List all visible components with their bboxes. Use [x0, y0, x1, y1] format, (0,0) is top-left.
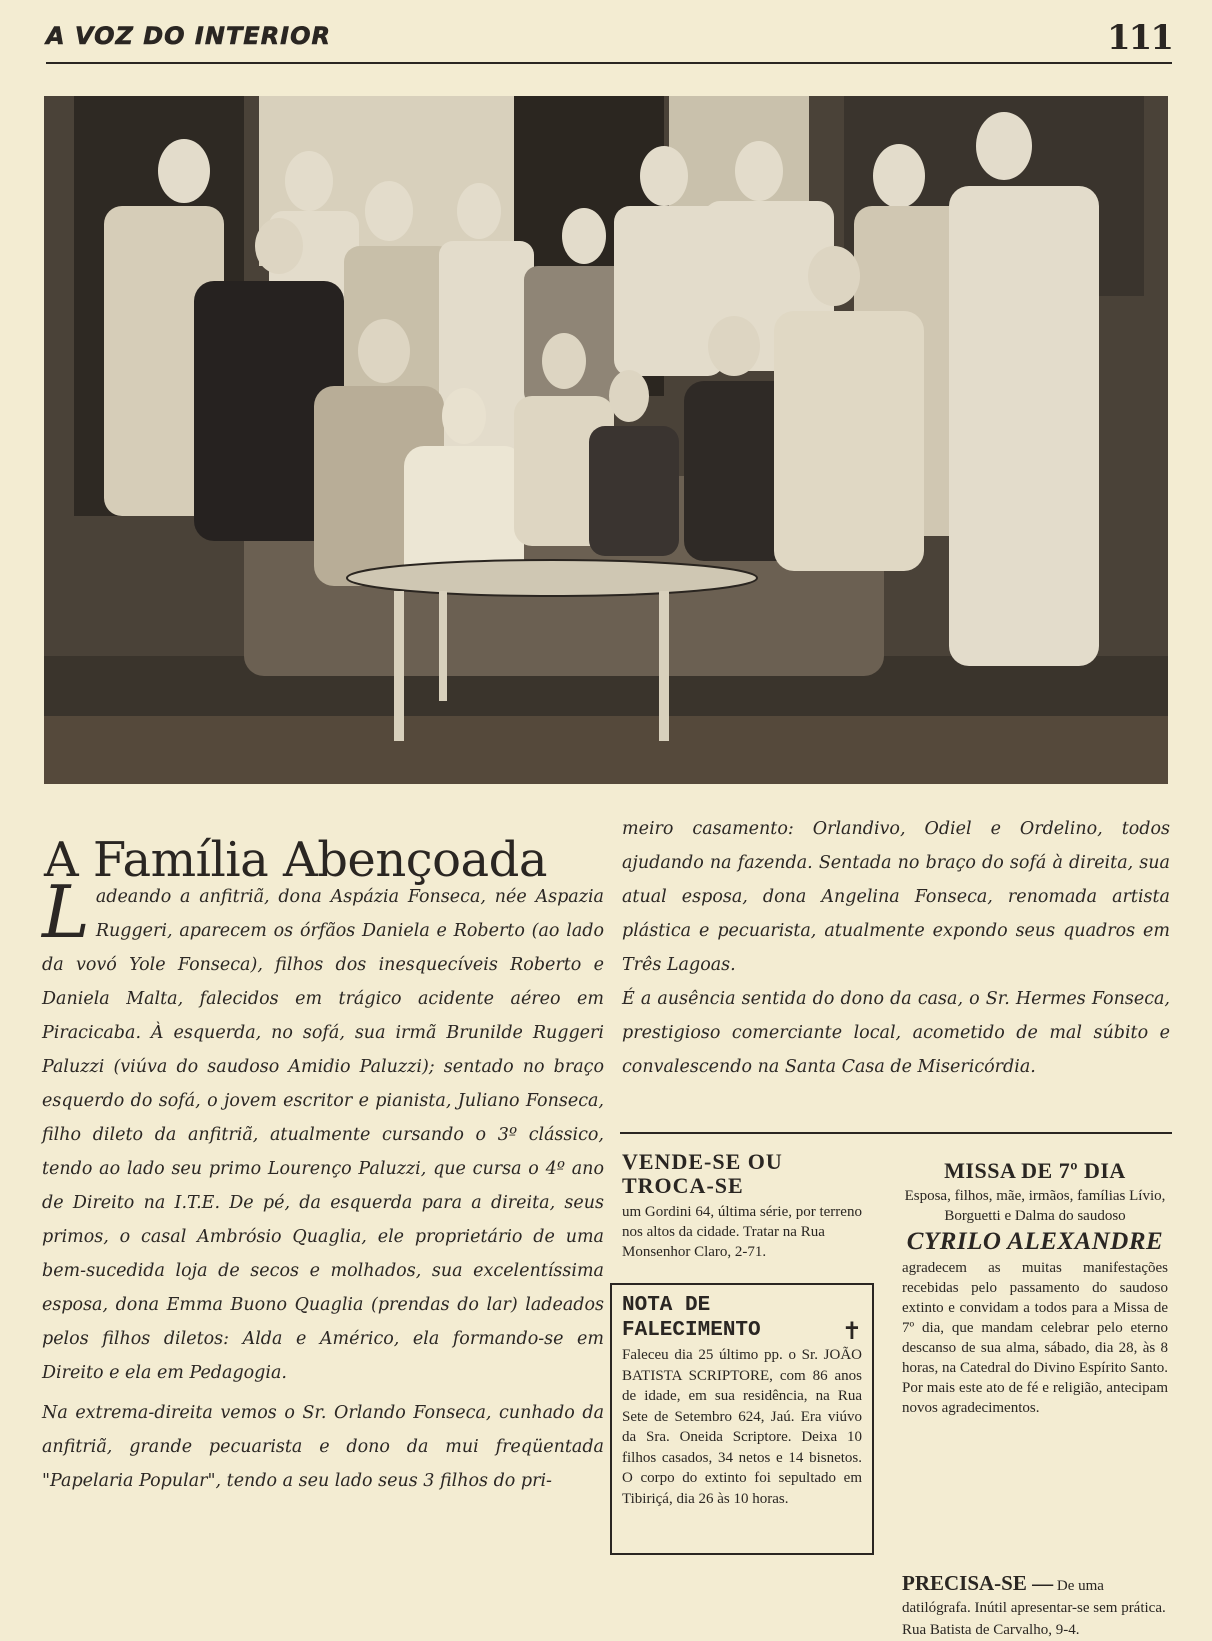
classifieds-rule: [620, 1132, 1172, 1134]
mass-notice-title: MISSA DE 7º DIA: [944, 1158, 1126, 1183]
classified-precisa: [902, 1572, 1168, 1641]
family-group-photo: [44, 96, 1168, 784]
classified-body: um Gordini 64, última série, por terreno nos altos da cidade. Tratar na Rua Monsenhor Claro, 2-71.: [622, 1204, 862, 1260]
page-number: 111: [1107, 18, 1172, 58]
article-paragraph: [42, 870, 604, 1390]
publication-name: A VOZ DO INTERIOR: [46, 22, 331, 50]
article-headline: A Família Abençoada: [44, 832, 547, 889]
cross-icon: ✝: [841, 1317, 862, 1345]
classified-body: De uma datilógrafa. Inútil apresentar-se sem prática. Rua Batista de Carvalho, 9-4.: [902, 1578, 1166, 1638]
classified-title: VENDE-SE OU TROCA-SE: [622, 1149, 783, 1198]
group-photo-family-icon: [44, 96, 1168, 784]
masthead: [46, 14, 1176, 64]
article-text: adeando a anfitriã, dona Aspázia Fonseca, née Aspazia Ruggeri, aparecem os órfãos Daniela e Roberto (ao lado da vovó Yole Fonseca), filhos dos inesquecíveis Roberto e Daniela Malta, falecidos em trágico acidente aéreo em Piracicaba. À esquerda, no sofá, sua irmã Brunilde Ruggeri Paluzzi (viúva do saudoso Amidio Paluzzi); sentado no braço esquerdo do sofá, o jovem escritor e pianista, Juliano Fonseca, filho dileto da anfitriã, atualmente cursando o 3º clássico, tendo ao lado seu primo Lourenço Paluzzi, que cursa o 4º ano de Direito na I.T.E. De pé, da esquerda para a direita, seus primos, o casal Ambrósio Quaglia, ele proprietário de uma bem-sucedida loja de secos e molhados, sua excelentíssima esposa, dona Emma Buono Quaglia (prendas do lar) ladeados pelos filhos diletos: Alda e Américo, ela formando-se em Direito e ela em Pedagogia.: [42, 887, 604, 1383]
mass-notice-intro: Esposa, filhos, mãe, irmãos, famílias Lívio, Borguetti e Dalma do saudoso: [904, 1188, 1166, 1224]
obituary-title: NOTA DE FALECIMENTO: [622, 1294, 761, 1342]
mass-notice-body: agradecem as muitas manifestações recebidas pelo passamento do saudoso extinto e convidam a todos para a Missa de 7º dia, que mandam celebrar pelo eterno descanso de sua alma, sábado, dia 28, às 8 horas, na Catedral do Divino Espírito Santo. Por mais este ato de fé e religião, antecipam novos agradecimentos.: [902, 1260, 1168, 1416]
classified-title: PRECISA-SE —: [902, 1571, 1054, 1595]
article-column-right: [622, 812, 1170, 1084]
mass-notice: [902, 1158, 1168, 1418]
obituary-box: [610, 1283, 874, 1555]
article-column-left: [42, 870, 604, 1504]
obituary-body: Faleceu dia 25 último pp. o Sr. JOÃO BATISTA SCRIPTORE, com 86 anos de idade, em sua residência, na Rua Sete de Setembro 624, Jaú. Era viúvo da Sra. Oneida Scriptore. Deixa 10 filhos casados, 34 netos e 14 bisnetos. O corpo do extinto foi sepultado em Tibiriçá, dia 26 às 10 horas.: [622, 1347, 862, 1507]
article-paragraph: Na extrema-direita vemos o Sr. Orlando Fonseca, cunhado da anfitriã, grande pecuarista e dono da mui freqüentada "Papelaria Popular", tendo a seu lado seus 3 filhos do pri-: [42, 1403, 604, 1491]
article-paragraph: É a ausência sentida do dono da casa, o Sr. Hermes Fonseca, prestigioso comerciante local, acometido de mal súbito e convalescendo na Santa Casa de Misericórdia.: [622, 989, 1170, 1077]
header-rule: [46, 62, 1172, 64]
article-paragraph: meiro casamento: Orlandivo, Odiel e Ordelino, todos ajudando na fazenda. Sentada no braço do sofá à direita, sua atual esposa, dona Angelina Fonseca, renomada artista plástica e pecuarista, atualmente expondo seus quadros em Três Lagoas.: [622, 819, 1170, 975]
drop-cap: L: [42, 870, 90, 954]
classified-vende: [622, 1150, 876, 1262]
deceased-name: CYRILO ALEXANDRE: [906, 1228, 1164, 1255]
classified-precisa-text: [902, 1572, 1168, 1641]
